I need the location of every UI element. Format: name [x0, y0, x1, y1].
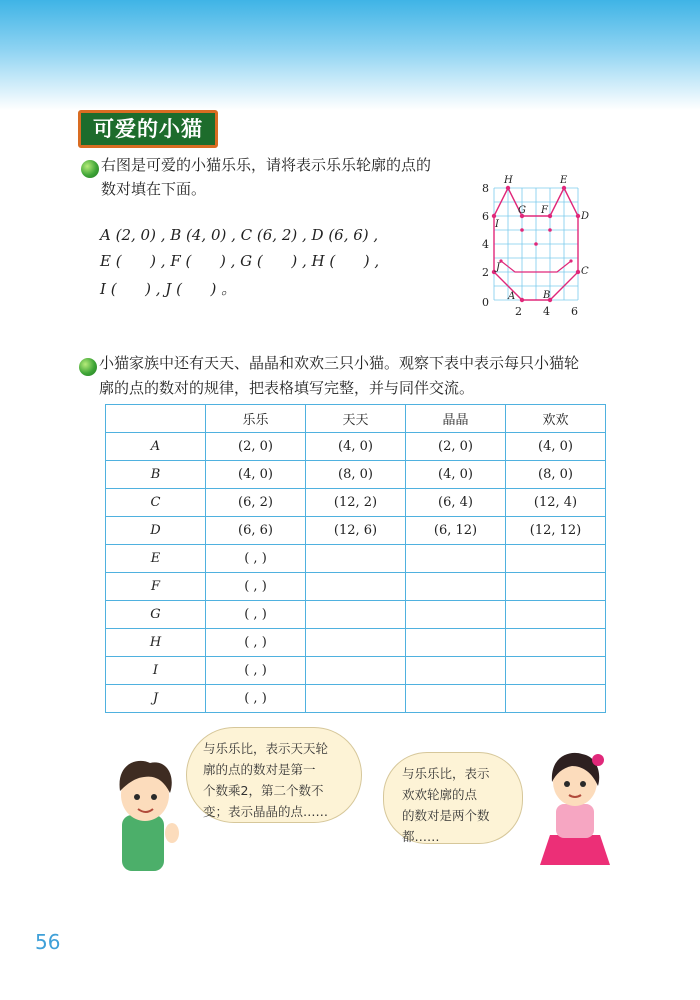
- bubble-line: 的数对是两个数: [402, 808, 490, 823]
- point-c: [576, 270, 580, 274]
- table-row: [106, 489, 606, 517]
- point-label: A: [508, 291, 516, 302]
- row-label: C: [106, 489, 206, 517]
- point-i: [492, 214, 496, 218]
- green-bullet-icon: [79, 358, 97, 376]
- cat-nose: [534, 242, 538, 246]
- table-cell: [306, 573, 406, 601]
- boy-shirt: [122, 815, 164, 871]
- table-row: [106, 685, 606, 713]
- table-cell: (4, 0): [506, 433, 606, 461]
- table-cell: (12, 4): [506, 489, 606, 517]
- table-cell: (6, 4): [406, 489, 506, 517]
- point-a: [520, 298, 524, 302]
- table-row: [106, 629, 606, 657]
- q1-text-line1: 右图是可爱的小猫乐乐，请将表示乐乐轮廓的点的: [101, 156, 432, 174]
- cat-eye-right: [548, 228, 552, 232]
- girl-bow: [592, 754, 604, 766]
- table-cell: ( , ): [206, 657, 306, 685]
- point-label: J: [496, 262, 501, 273]
- cat-eye-left: [520, 228, 524, 232]
- x-tick: 6: [571, 305, 578, 318]
- table-cell: (2, 0): [406, 433, 506, 461]
- table-cell: (8, 0): [306, 461, 406, 489]
- girl-shirt: [556, 804, 594, 838]
- table-cell: [406, 629, 506, 657]
- table-cell: (12, 2): [306, 489, 406, 517]
- y-tick: 6: [482, 210, 489, 223]
- table-cell: [506, 545, 606, 573]
- y-tick: 0: [482, 296, 489, 309]
- q1-coord-line2: E ( ) , F ( ) , G ( ) , H ( ) ,: [100, 252, 380, 270]
- row-label: E: [106, 545, 206, 573]
- boy-hand: [165, 823, 179, 843]
- table-cell: ( , ): [206, 573, 306, 601]
- table-cell: [406, 657, 506, 685]
- y-tick: 8: [482, 182, 489, 195]
- table-cell: (4, 0): [306, 433, 406, 461]
- q1-coord-line1: A (2, 0) , B (4, 0) , C (6, 2) , D (6, 6) ,: [100, 226, 379, 244]
- table-cell: [306, 685, 406, 713]
- point-e: [562, 186, 566, 190]
- row-label: A: [106, 433, 206, 461]
- page-number: 56: [35, 930, 61, 954]
- table-header: 天天: [306, 405, 406, 433]
- bubble-line: 都……: [402, 829, 440, 844]
- point-label: G: [518, 205, 526, 216]
- table-cell: ( , ): [206, 629, 306, 657]
- row-label: I: [106, 657, 206, 685]
- bubble-line: 变；表示晶晶的点……: [203, 804, 329, 819]
- point-d: [576, 214, 580, 218]
- row-label: F: [106, 573, 206, 601]
- row-label: G: [106, 601, 206, 629]
- section-title: 可爱的小猫: [78, 110, 218, 148]
- table-header-row: [106, 405, 606, 433]
- table-header: 欢欢: [506, 405, 606, 433]
- boy-illustration: [100, 745, 190, 875]
- boy-speech-bubble: [186, 727, 362, 823]
- table-cell: [306, 545, 406, 573]
- y-tick: 2: [482, 266, 489, 279]
- table-cell: (12, 6): [306, 517, 406, 545]
- table-cell: [506, 601, 606, 629]
- table-cell: (4, 0): [406, 461, 506, 489]
- table-cell: [506, 657, 606, 685]
- table-cell: [406, 573, 506, 601]
- point-label: F: [541, 205, 548, 216]
- point-label: H: [504, 175, 513, 186]
- q1-coord-line3: I ( ) , J ( ) 。: [100, 280, 237, 298]
- table-header: 乐乐: [206, 405, 306, 433]
- table-row: [106, 517, 606, 545]
- girl-skirt: [540, 835, 610, 865]
- table-cell: [406, 601, 506, 629]
- table-cell: [306, 629, 406, 657]
- table-cell: (12, 12): [506, 517, 606, 545]
- row-label: B: [106, 461, 206, 489]
- header-band: [0, 0, 700, 110]
- table-cell: (6, 12): [406, 517, 506, 545]
- point-f: [548, 214, 552, 218]
- table-cell: [406, 685, 506, 713]
- table-header: [106, 405, 206, 433]
- bubble-line: 与乐乐比，表示: [402, 766, 490, 781]
- point-label: B: [543, 290, 551, 301]
- q2-text-line2: 廓的点的数对的规律，把表格填写完整，并与同伴交流。: [99, 379, 475, 397]
- bubble-line: 个数乘2，第二个数不: [203, 783, 324, 798]
- point-label: I: [495, 219, 499, 230]
- y-tick: 4: [482, 238, 489, 251]
- x-tick: 4: [543, 305, 550, 318]
- point-label: E: [560, 175, 568, 186]
- table-row: [106, 573, 606, 601]
- x-tick: 2: [515, 305, 522, 318]
- table-cell: [506, 685, 606, 713]
- table-cell: [506, 629, 606, 657]
- q1-text-line2: 数对填在下面。: [101, 180, 207, 198]
- table-cell: [306, 657, 406, 685]
- table-cell: ( , ): [206, 685, 306, 713]
- cat-coordinates-table: [105, 404, 606, 713]
- table-cell: ( , ): [206, 545, 306, 573]
- point-label: C: [581, 266, 589, 277]
- bubble-line: 与乐乐比，表示天天轮: [203, 741, 329, 756]
- table-cell: ( , ): [206, 601, 306, 629]
- table-row: [106, 545, 606, 573]
- cat-mouth-right: [569, 259, 572, 262]
- table-cell: (6, 2): [206, 489, 306, 517]
- girl-speech-bubble: [383, 752, 523, 844]
- point-h: [506, 186, 510, 190]
- row-label: J: [106, 685, 206, 713]
- table-row: [106, 657, 606, 685]
- table-cell: (4, 0): [206, 461, 306, 489]
- green-bullet-icon: [81, 160, 99, 178]
- row-label: D: [106, 517, 206, 545]
- table-cell: (2, 0): [206, 433, 306, 461]
- row-label: H: [106, 629, 206, 657]
- table-header: 晶晶: [406, 405, 506, 433]
- table-cell: (6, 6): [206, 517, 306, 545]
- q2-text-line1: 小猫家族中还有天天、晶晶和欢欢三只小猫。观察下表中表示每只小猫轮: [99, 354, 580, 372]
- cat-outline-graph: [470, 170, 610, 320]
- table-row: [106, 461, 606, 489]
- bubble-line: 欢欢轮廓的点: [402, 787, 478, 802]
- table-cell: [406, 545, 506, 573]
- table-row: [106, 433, 606, 461]
- table-row: [106, 601, 606, 629]
- table-cell: [506, 573, 606, 601]
- girl-illustration: [530, 740, 620, 870]
- bubble-line: 廓的点的数对是第一: [203, 762, 316, 777]
- table-cell: (8, 0): [506, 461, 606, 489]
- table-cell: [306, 601, 406, 629]
- point-label: D: [581, 211, 590, 222]
